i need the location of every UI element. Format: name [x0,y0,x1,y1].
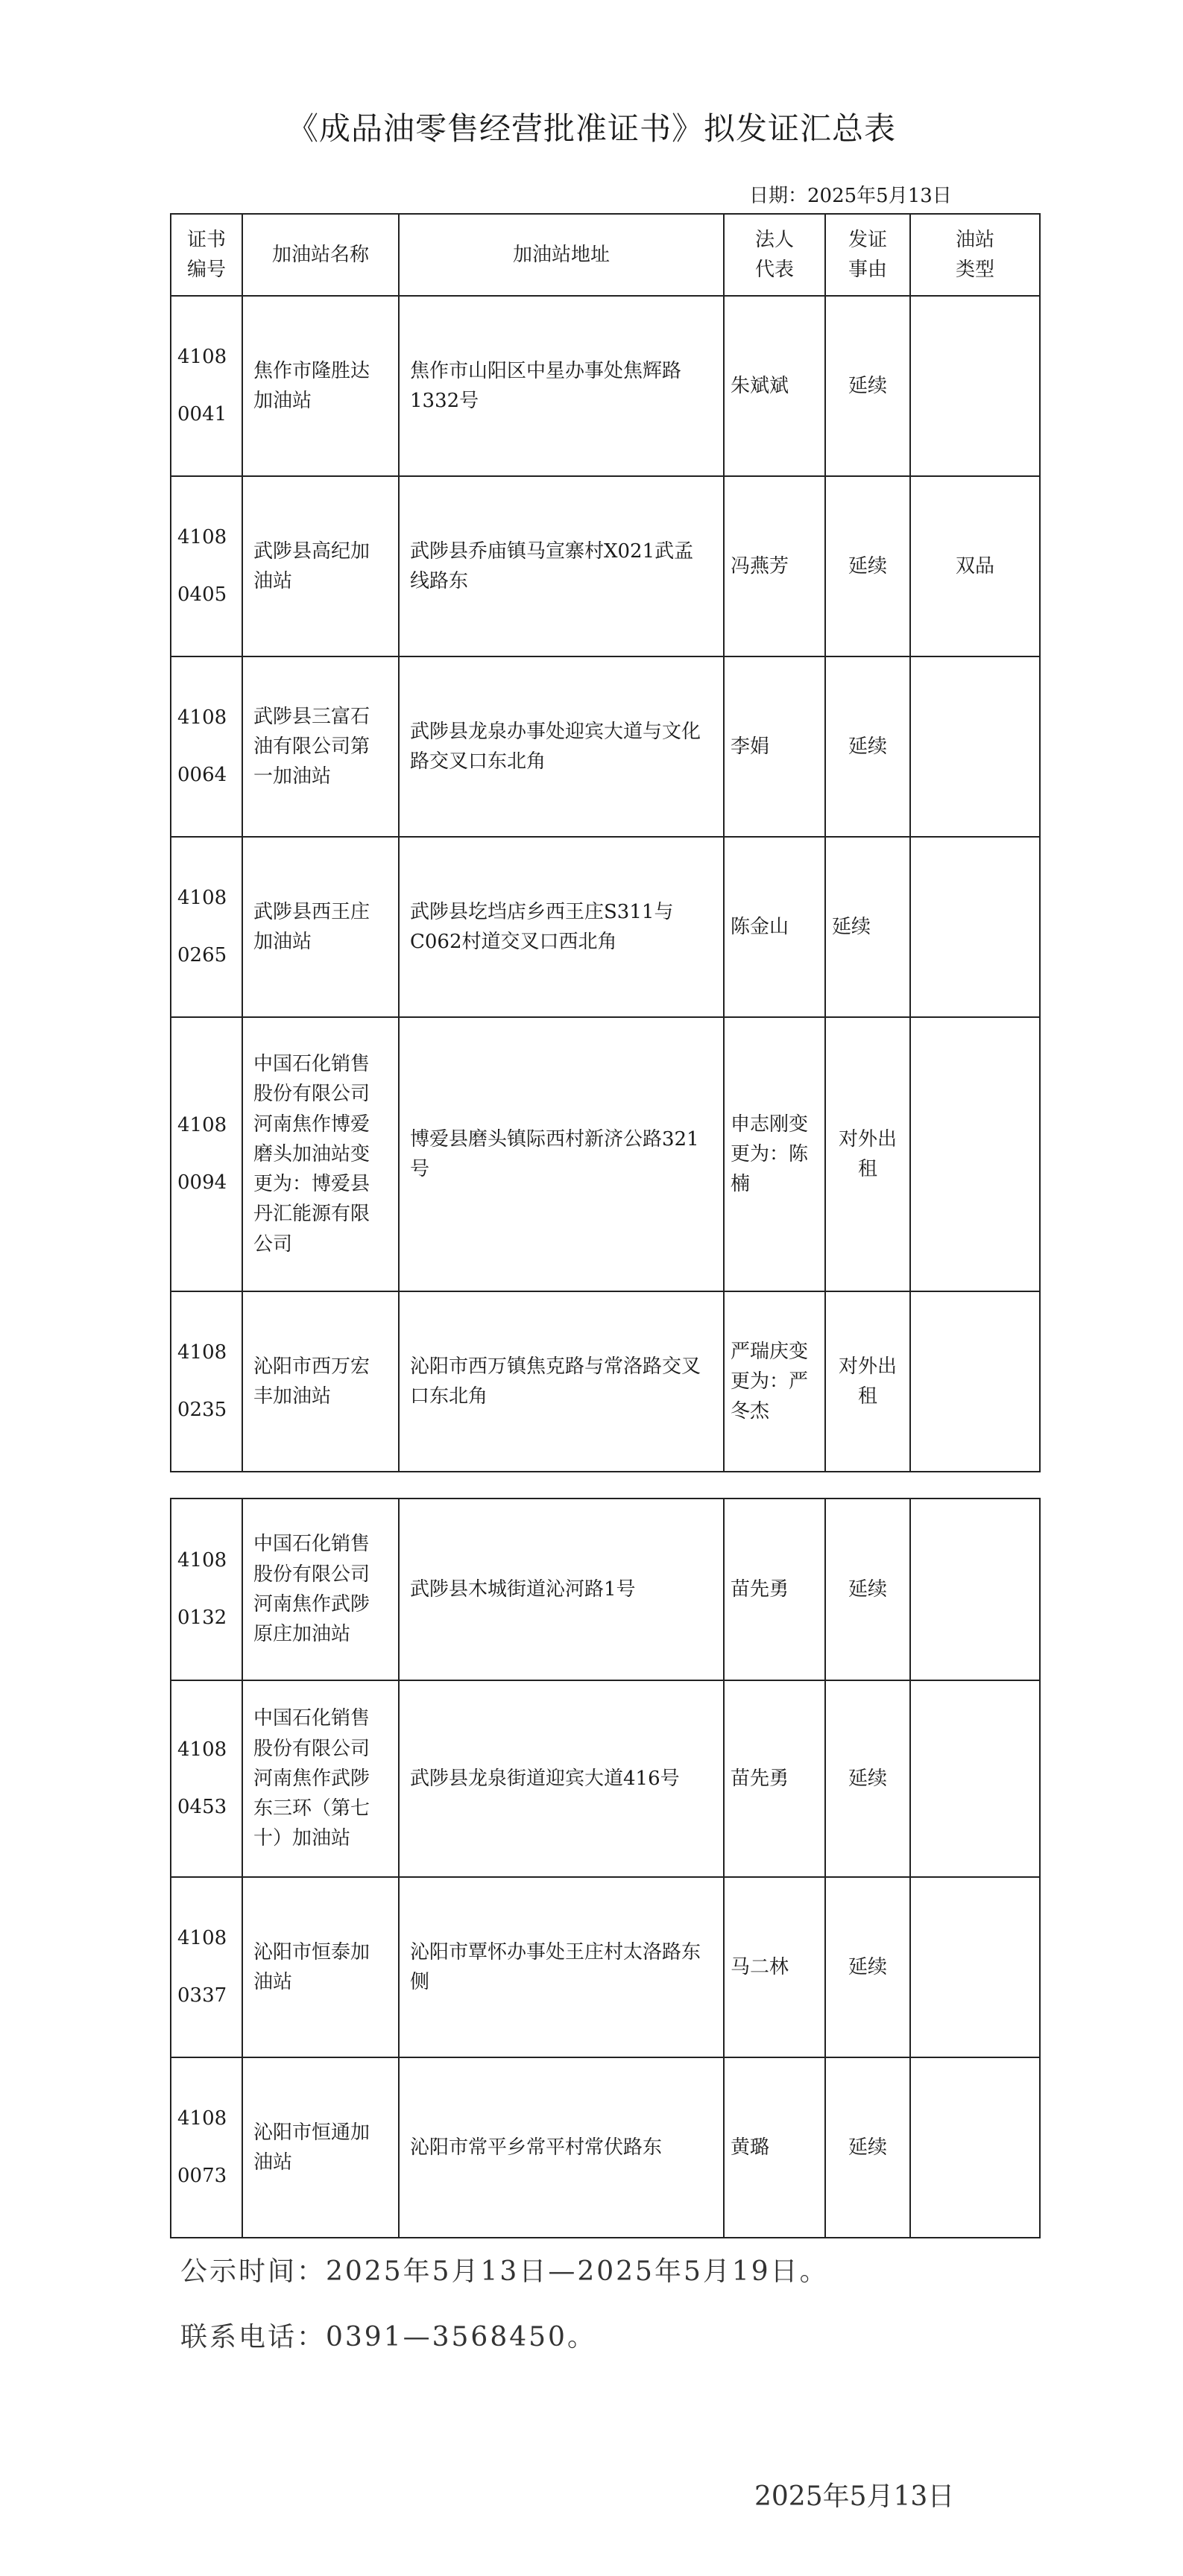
station-type [910,296,1040,476]
station-type [910,2057,1040,2238]
document-date: 日期：2025年5月13日 [749,185,952,207]
issue-reason: 延续 [825,296,910,476]
legal-rep: 朱斌斌 [724,296,825,476]
table-header-row [171,214,1040,296]
legal-rep: 苗先勇 [724,1680,825,1877]
table-row [171,837,1040,1017]
header-station-name: 加油站名称 [242,214,399,296]
station-name: 焦作市隆胜达加油站 [242,296,399,476]
station-name: 中国石化销售股份有限公司河南焦作武陟原庄加油站 [242,1499,399,1680]
station-address: 武陟县乔庙镇马宣寨村X021武孟线路东 [399,476,724,656]
issue-reason: 延续 [825,656,910,837]
publicity-period: 公示时间：2025年5月13日—2025年5月19日。 [180,2256,829,2287]
table-row [171,1291,1040,1472]
cert-number: 4108 0041 [171,296,242,476]
document-title: 《成品油零售经营批准证书》拟发证汇总表 [286,110,896,147]
legal-rep: 陈金山 [724,837,825,1017]
station-type [910,1499,1040,1680]
issue-reason: 延续 [825,1499,910,1680]
table-row [171,2057,1040,2238]
station-address: 博爱县磨头镇际西村新济公路321号 [399,1017,724,1291]
cert-number: 4108 0265 [171,837,242,1017]
station-address: 武陟县木城街道沁河路1号 [399,1499,724,1680]
station-address: 武陟县龙泉办事处迎宾大道与文化路交叉口东北角 [399,656,724,837]
cert-number: 4108 0235 [171,1291,242,1472]
cert-number: 4108 0405 [171,476,242,656]
issue-reason: 延续 [825,837,910,1017]
station-address: 焦作市山阳区中星办事处焦辉路1332号 [399,296,724,476]
issue-reason: 延续 [825,1877,910,2057]
station-name: 武陟县西王庄加油站 [242,837,399,1017]
certificate-table-page-1 [170,213,1041,1472]
legal-rep: 马二林 [724,1877,825,2057]
issue-reason: 延续 [825,2057,910,2238]
station-address: 武陟县龙泉街道迎宾大道416号 [399,1680,724,1877]
legal-rep: 苗先勇 [724,1499,825,1680]
station-address: 沁阳市常平乡常平村常伏路东 [399,2057,724,2238]
issue-reason: 对外出租 [825,1017,910,1291]
cert-number: 4108 0132 [171,1499,242,1680]
issue-reason: 对外出租 [825,1291,910,1472]
issue-reason: 延续 [825,476,910,656]
station-address: 沁阳市西万镇焦克路与常洛路交叉口东北角 [399,1291,724,1472]
issue-reason: 延续 [825,1680,910,1877]
certificate-table-page-2 [170,1498,1041,2238]
table-row [171,656,1040,837]
station-type [910,837,1040,1017]
legal-rep: 黄璐 [724,2057,825,2238]
header-station-address: 加油站地址 [399,214,724,296]
station-type [910,1877,1040,2057]
cert-number: 4108 0337 [171,1877,242,2057]
contact-phone: 联系电话：0391—3568450。 [180,2322,596,2352]
station-name: 中国石化销售股份有限公司河南焦作博爱磨头加油站变更为：博爱县丹汇能源有限公司 [242,1017,399,1291]
cert-number: 4108 0064 [171,656,242,837]
table-row [171,1017,1040,1291]
legal-rep: 严瑞庆变更为：严冬杰 [724,1291,825,1472]
legal-rep: 冯燕芳 [724,476,825,656]
station-name: 武陟县三富石油有限公司第一加油站 [242,656,399,837]
station-address: 武陟县圪垱店乡西王庄S311与C062村道交叉口西北角 [399,837,724,1017]
station-type [910,1017,1040,1291]
cert-number: 4108 0073 [171,2057,242,2238]
station-name: 沁阳市西万宏丰加油站 [242,1291,399,1472]
table-row [171,1877,1040,2057]
header-station-type: 油站 类型 [910,214,1040,296]
station-name: 沁阳市恒通加油站 [242,2057,399,2238]
station-address: 沁阳市覃怀办事处王庄村太洛路东侧 [399,1877,724,2057]
footer-date: 2025年5月13日 [754,2481,955,2512]
station-name: 中国石化销售股份有限公司河南焦作武陟东三环（第七十）加油站 [242,1680,399,1877]
legal-rep: 申志刚变更为：陈楠 [724,1017,825,1291]
table-row [171,1680,1040,1877]
cert-number: 4108 0453 [171,1680,242,1877]
table-row [171,476,1040,656]
station-type [910,1680,1040,1877]
cert-number: 4108 0094 [171,1017,242,1291]
station-name: 武陟县高纪加油站 [242,476,399,656]
legal-rep: 李娟 [724,656,825,837]
station-type [910,656,1040,837]
header-cert-no: 证书 编号 [171,214,242,296]
table-row [171,296,1040,476]
station-name: 沁阳市恒泰加油站 [242,1877,399,2057]
table-row [171,1499,1040,1680]
header-legal-rep: 法人 代表 [724,214,825,296]
header-reason: 发证 事由 [825,214,910,296]
station-type [910,1291,1040,1472]
station-type: 双品 [910,476,1040,656]
